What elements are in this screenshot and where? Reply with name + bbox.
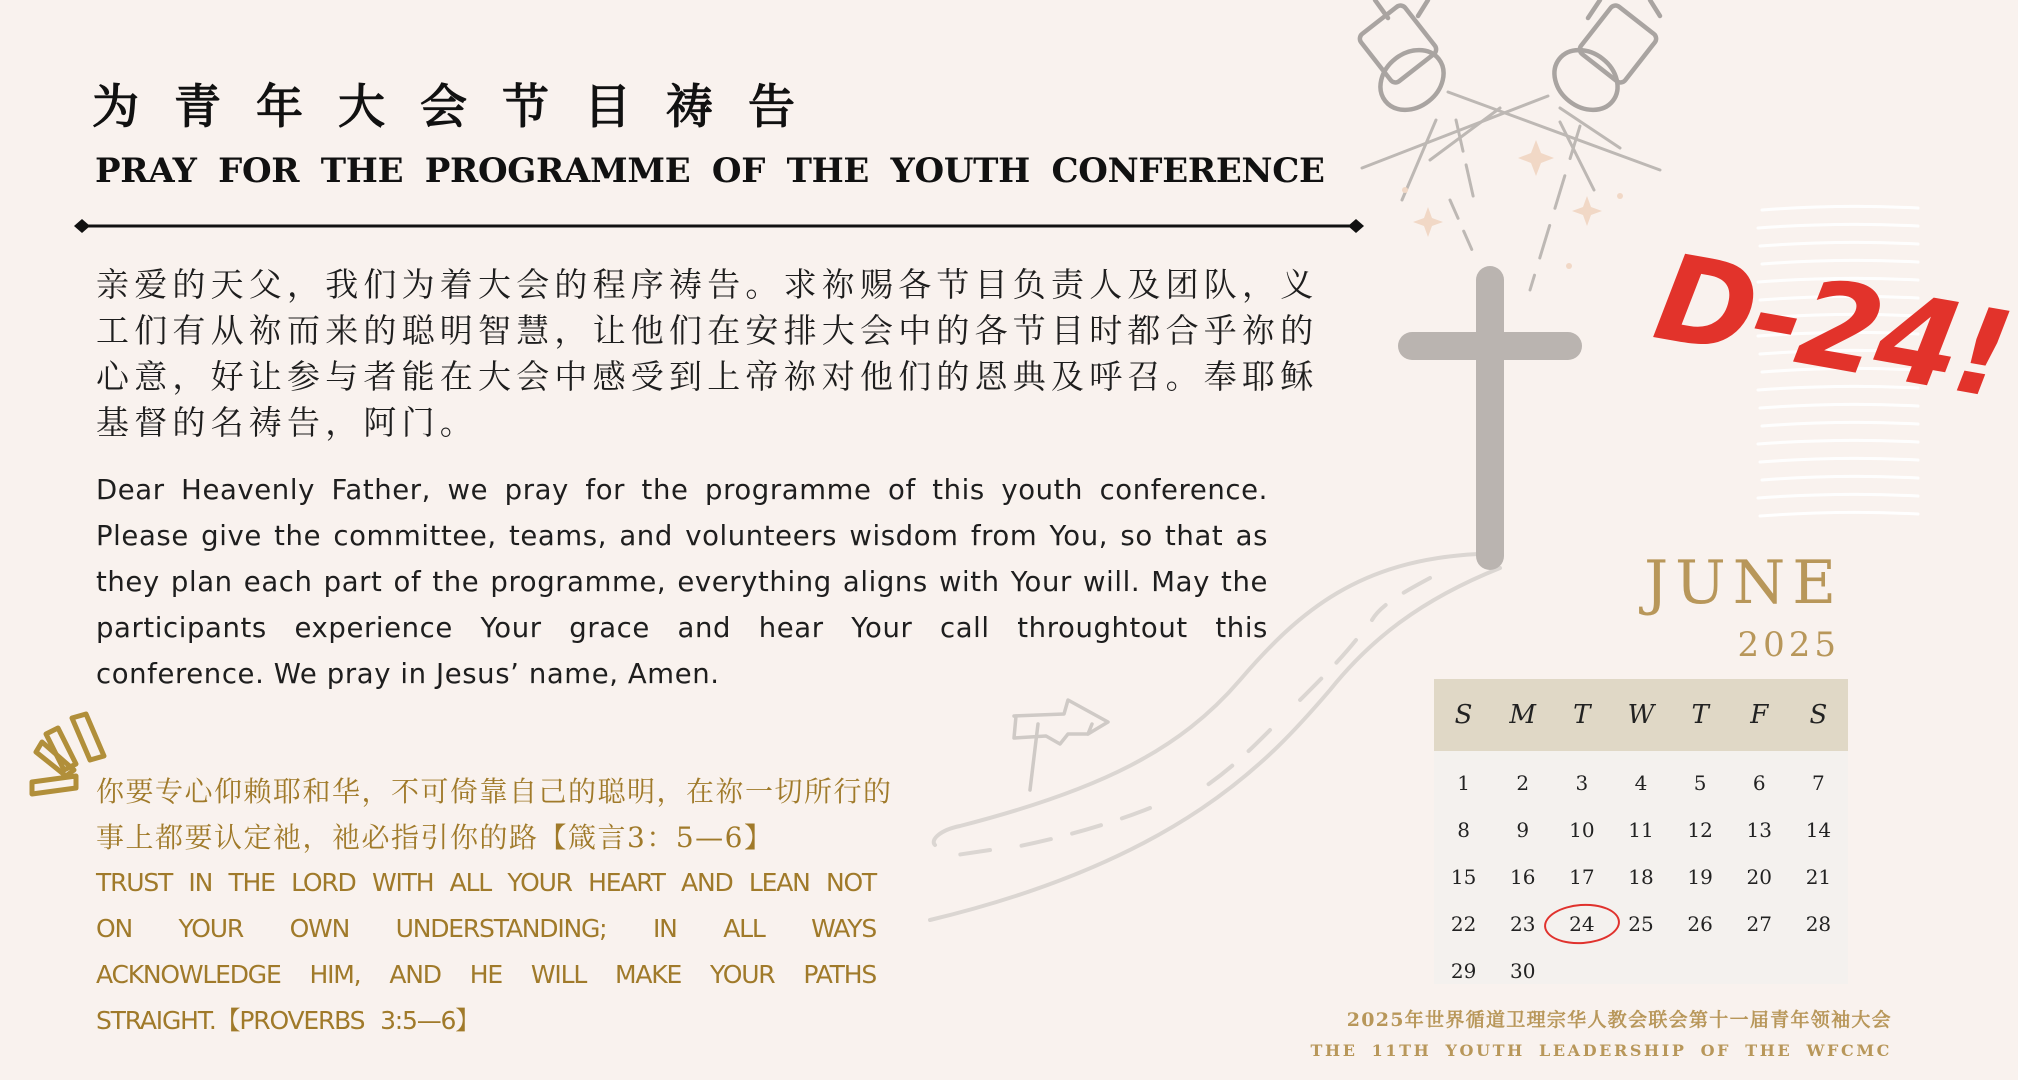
calendar-weekday: W <box>1627 700 1655 730</box>
prayer-text-english: Dear Heavenly Father, we pray for the programme of this youth conference. Please give the committee, teams, and volunteers wisdom from You, so that as they plan each part of the programme, everything aligns with Your will. May the participants experience Your grace and hear Your call throughtout this conference. We pray in Jesus’ name, Amen. <box>96 474 1268 690</box>
calendar-day-highlighted: 24 <box>1552 900 1611 947</box>
calendar-day: 18 <box>1628 864 1654 889</box>
countdown-label: D-24! <box>1645 228 2018 427</box>
calendar-day: 28 <box>1805 911 1832 936</box>
header-divider <box>74 219 1364 233</box>
emphasis-marks-icon <box>32 714 104 794</box>
calendar-day: 16 <box>1509 864 1536 889</box>
footer-event-name-chinese: 2025年世界循道卫理宗华人教会联会第十一届青年领袖大会 <box>1346 1009 1892 1031</box>
calendar-day: 30 <box>1509 958 1536 983</box>
calendar-weekday: S <box>1809 700 1828 730</box>
cross-icon <box>1412 280 1568 556</box>
calendar-day-grid <box>1434 751 1848 994</box>
calendar-day: 8 <box>1457 817 1470 842</box>
calendar-day: 10 <box>1569 817 1595 842</box>
calendar-day: 29 <box>1450 958 1477 983</box>
calendar-day: 27 <box>1746 911 1772 936</box>
calendar-day: 23 <box>1509 911 1536 936</box>
spotlight-icon <box>1357 0 1660 122</box>
calendar-day: 6 <box>1752 770 1766 795</box>
calendar-month: JUNE <box>1644 548 1843 618</box>
calendar-day: 17 <box>1569 864 1595 889</box>
calendar-day: 21 <box>1805 864 1832 889</box>
calendar-year: 2025 <box>1737 625 1840 665</box>
calendar-day: 25 <box>1628 911 1654 936</box>
calendar-day: 5 <box>1693 770 1707 795</box>
calendar-day: 26 <box>1687 911 1713 936</box>
page-title-english: PRAY FOR THE PROGRAMME OF THE YOUTH CONFERENCE <box>95 151 1325 191</box>
calendar-weekday: T <box>1691 700 1709 730</box>
calendar-weekday: S <box>1454 700 1473 730</box>
calendar-weekday: T <box>1573 700 1591 730</box>
calendar-weekday: F <box>1750 700 1769 730</box>
calendar-weekday-header <box>1434 679 1848 751</box>
calendar-day: 12 <box>1687 817 1713 842</box>
calendar-day: 22 <box>1450 911 1477 936</box>
calendar-day: 9 <box>1516 817 1530 842</box>
sparkle-icons <box>1402 140 1623 269</box>
bible-verse-chinese: 你要专心仰赖耶和华，不可倚靠自己的聪明，在祢一切所行的事上都要认定祂，祂必指引你的路【箴言3：5—6】 <box>96 775 893 854</box>
signpost-arrow-icon <box>1014 700 1108 790</box>
calendar-day: 4 <box>1634 770 1648 795</box>
calendar-day: 15 <box>1450 864 1477 889</box>
calendar-day: 14 <box>1805 817 1832 842</box>
footer-event-name-english: THE 11TH YOUTH LEADERSHIP OF THE WFCMC <box>1310 1041 1892 1060</box>
calendar-weekday: M <box>1509 700 1537 730</box>
bible-verse-english: TRUST IN THE LORD WITH ALL YOUR HEART AND LEAN NOT ON YOUR OWN UNDERSTANDING; IN ALL WAYS ACKNOWLEDGE HIM, AND HE WILL MAKE YOUR PATHS STRAIGHT.【PROVERBS 3:5—6】 <box>96 868 876 1035</box>
calendar <box>1434 679 1848 984</box>
calendar-day: 20 <box>1746 864 1772 889</box>
calendar-day: 11 <box>1628 817 1654 842</box>
calendar-day: 19 <box>1687 864 1713 889</box>
calendar-day: 3 <box>1575 770 1589 795</box>
page-title-chinese: 为青年大会节目祷告 <box>92 80 830 135</box>
calendar-day: 13 <box>1746 817 1772 842</box>
prayer-text-chinese: 亲爱的天父，我们为着大会的程序祷告。求祢赐各节目负责人及团队，义工们有从祢而来的聪明智慧，让他们在安排大会中的各节目时都合乎祢的心意，好让参与者能在大会中感受到上帝祢对他们的恩典及呼召。奉耶稣基督的名祷告，阿门。 <box>96 265 1319 442</box>
calendar-day: 1 <box>1457 770 1470 795</box>
calendar-day: 2 <box>1516 770 1530 795</box>
calendar-day: 7 <box>1812 770 1825 795</box>
